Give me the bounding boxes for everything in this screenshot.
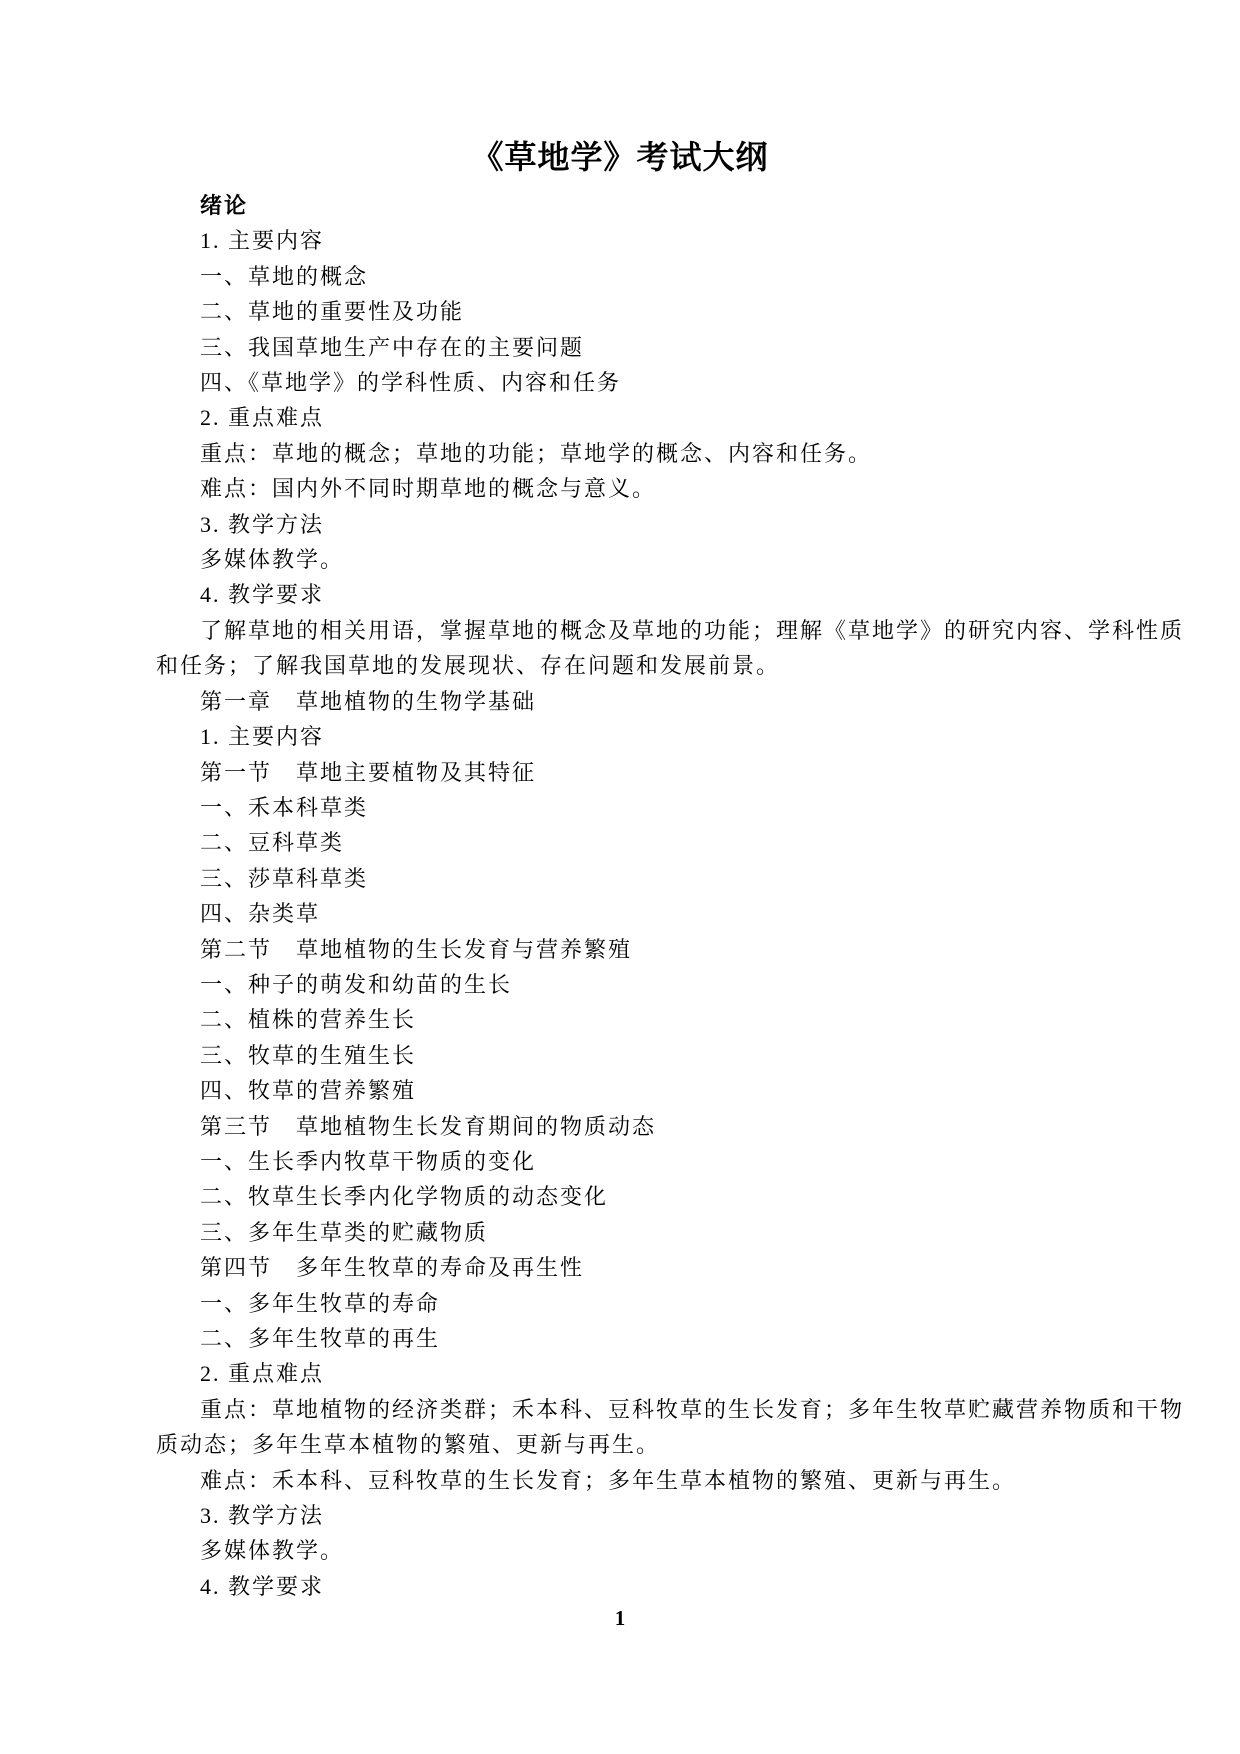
text-line: 一、生长季内牧草干物质的变化 (200, 1148, 537, 1174)
text-line: 第一章 草地植物的生物学基础 (200, 688, 537, 714)
text-line: 四、杂类草 (200, 901, 321, 927)
text-line: 2. 重点难点 (200, 1361, 325, 1387)
text-line: 了解草地的相关用语，掌握草地的概念及草地的功能；理解《草地学》的研究内容、学科性质 (200, 617, 1185, 643)
text-line: 难点：国内外不同时期草地的概念与意义。 (200, 476, 657, 502)
text-line: 重点：草地植物的经济类群；禾本科、豆科牧草的生长发育；多年生牧草贮藏营养物质和干物 (200, 1396, 1185, 1422)
text-line: 四、《草地学》的学科性质、内容和任务 (200, 370, 622, 396)
text-line: 和任务；了解我国草地的发展现状、存在问题和发展前景。 (156, 653, 781, 679)
text-line: 绪论 (200, 193, 249, 218)
text-line: 二、草地的重要性及功能 (200, 299, 465, 325)
text-line: 重点：草地的概念；草地的功能；草地学的概念、内容和任务。 (200, 440, 873, 466)
text-line: 三、多年生草类的贮藏物质 (200, 1219, 489, 1245)
text-line: 1. 主要内容 (200, 724, 325, 750)
text-line: 4. 教学要求 (200, 1573, 325, 1599)
text-line: 1. 主要内容 (200, 228, 325, 254)
text-line: 四、牧草的营养繁殖 (200, 1078, 417, 1104)
text-line: 第三节 草地植物生长发育期间的物质动态 (200, 1113, 657, 1139)
text-line: 二、豆科草类 (200, 830, 345, 856)
text-line: 多媒体教学。 (200, 547, 345, 573)
text-line: 第一节 草地主要植物及其特征 (200, 759, 537, 785)
document-body (156, 188, 1185, 1604)
text-line: 4. 教学要求 (200, 582, 325, 608)
text-line: 2. 重点难点 (200, 405, 325, 431)
text-line: 二、植株的营养生长 (200, 1007, 417, 1033)
page-number: 1 (614, 1606, 626, 1630)
document-title: 《草地学》考试大纲 (471, 139, 769, 175)
text-line: 三、牧草的生殖生长 (200, 1042, 417, 1068)
text-line: 3. 教学方法 (200, 511, 325, 537)
text-line: 三、我国草地生产中存在的主要问题 (200, 334, 585, 360)
text-line: 二、多年生牧草的再生 (200, 1326, 441, 1351)
text-line: 质动态；多年生草本植物的繁殖、更新与再生。 (156, 1432, 661, 1458)
text-line: 一、草地的概念 (200, 263, 369, 289)
text-line: 三、莎草科草类 (200, 865, 369, 891)
text-line: 3. 教学方法 (200, 1503, 325, 1529)
text-line: 一、禾本科草类 (200, 794, 369, 820)
text-line: 一、种子的萌发和幼苗的生长 (200, 971, 513, 997)
text-line: 二、牧草生长季内化学物质的动态变化 (200, 1184, 609, 1210)
text-line: 一、多年生牧草的寿命 (200, 1290, 441, 1316)
text-line: 多媒体教学。 (200, 1538, 345, 1564)
text-line: 难点：禾本科、豆科牧草的生长发育；多年生草本植物的繁殖、更新与再生。 (200, 1467, 1017, 1493)
text-line: 第二节 草地植物的生长发育与营养繁殖 (200, 936, 633, 962)
text-line: 第四节 多年生牧草的寿命及再生性 (200, 1255, 585, 1281)
